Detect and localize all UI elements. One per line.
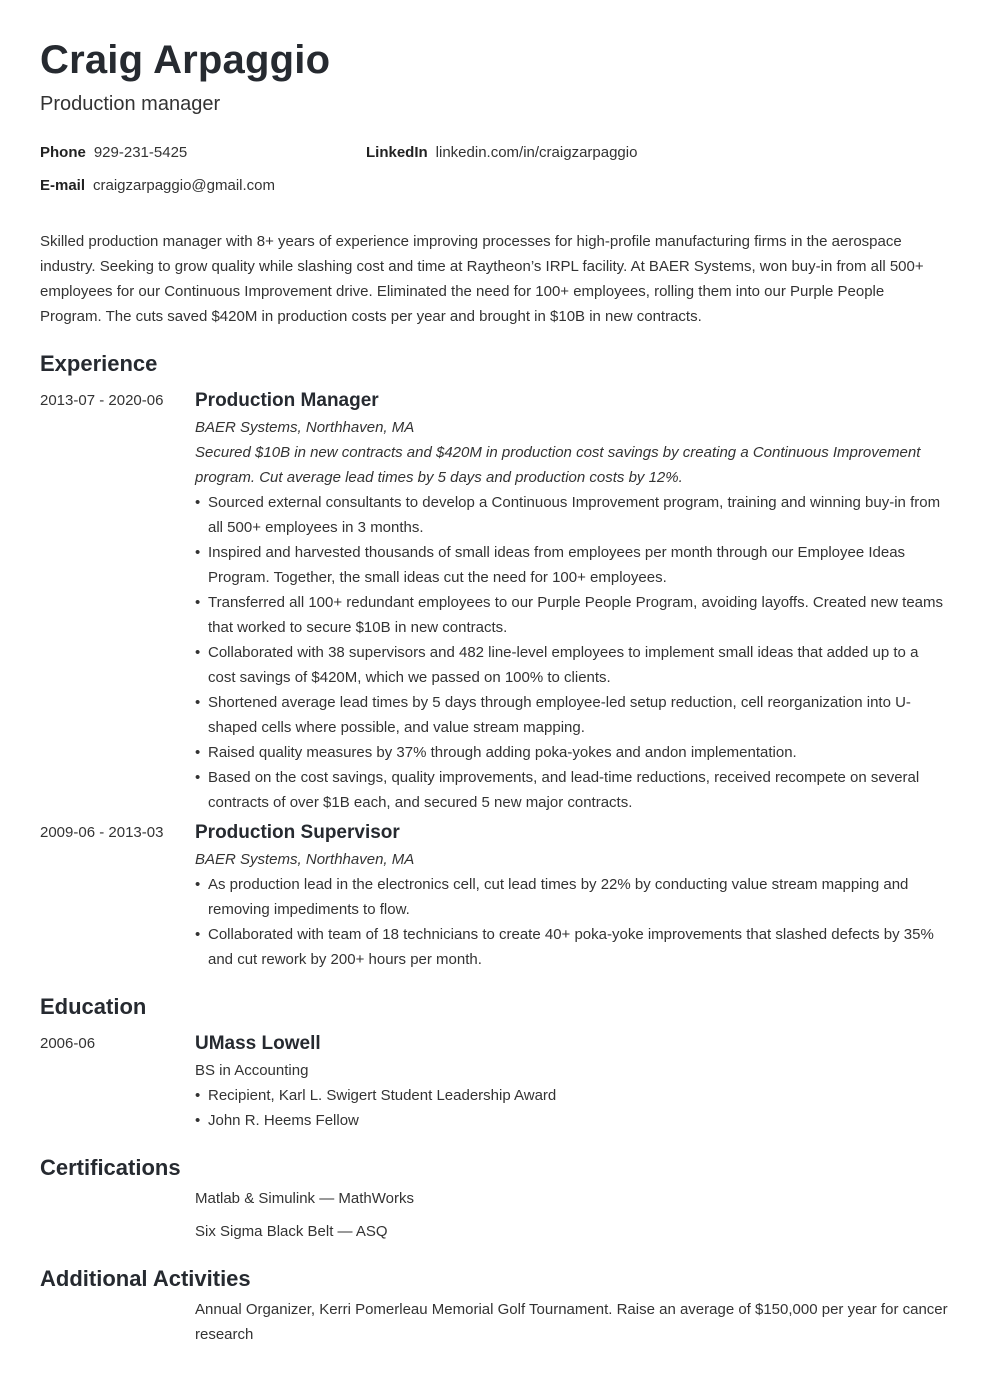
certification-item: Matlab & Simulink — MathWorks [195, 1190, 414, 1207]
education-honors [195, 1083, 950, 1133]
section-title-certifications: Certifications [40, 1155, 181, 1180]
section-title-activities: Additional Activities [40, 1266, 251, 1291]
phone-label: Phone [40, 144, 86, 161]
school-name: UMass Lowell [195, 1033, 321, 1054]
list-item: • Collaborated with 38 supervisors and 482 line-level employees to implement small ideas that added up to a cost savings of $420M, which we passed on 100% to clients. [195, 640, 950, 690]
contact-linkedin [366, 143, 637, 163]
contact-email [40, 176, 275, 196]
section-title-education: Education [40, 994, 147, 1019]
job-entry [40, 819, 950, 972]
linkedin-value: linkedin.com/in/craigzarpaggio [435, 144, 638, 161]
candidate-name: Craig Arpaggio [40, 38, 331, 82]
email-value: craigzarpaggio@gmail.com [93, 177, 275, 194]
phone-value: 929-231-5425 [93, 144, 188, 161]
resume-page [40, 36, 950, 1347]
list-item: • Collaborated with team of 18 technicians to create 40+ poka-yoke improvements that slashed defects by 35% and cut rework by 200+ hours per month. [195, 922, 950, 972]
section-title-experience: Experience [40, 351, 158, 376]
list-item: • Recipient, Karl L. Swigert Student Leadership Award [195, 1083, 950, 1108]
candidate-role: Production manager [40, 93, 221, 115]
job-company: BAER Systems, Northhaven, MA [195, 419, 415, 436]
contact-phone [40, 143, 187, 163]
education-entry [40, 1030, 950, 1133]
activities-list [195, 1297, 950, 1347]
job-dates: 2009-06 - 2013-03 [40, 824, 164, 841]
linkedin-label: LinkedIn [366, 144, 428, 161]
list-item: • As production lead in the electronics cell, cut lead times by 22% by conducting value stream mapping and removing impediments to flow. [195, 872, 950, 922]
list-item: • Inspired and harvested thousands of small ideas from employees per month through our Employee Ideas Program. Together, the small ideas cut the need for 100+ employees. [195, 540, 950, 590]
job-title: Production Supervisor [195, 822, 400, 843]
list-item: • Sourced external consultants to develop a Continuous Improvement program, training and winning buy-in from all 500+ employees in 3 months. [195, 490, 950, 540]
job-entry [40, 387, 950, 815]
certification-item: Six Sigma Black Belt — ASQ [195, 1223, 388, 1240]
job-achievements [195, 872, 950, 972]
activity-item: Annual Organizer, Kerri Pomerleau Memorial Golf Tournament. Raise an average of $150,000 per year for cancer research [195, 1301, 948, 1343]
list-item: • Raised quality measures by 37% through adding poka-yokes and andon implementation. [195, 740, 950, 765]
profile-summary: Skilled production manager with 8+ years of experience improving processes for high-profile manufacturing firms in the aerospace industry. Seeking to grow quality while slashing cost and time at Raytheon’s IRPL facility. At BAER Systems, won buy-in from all 500+ employees for our Continuous Improvement drive. Eliminated the need for 100+ employees, rolling them into our Purple People Program. The cuts saved $420M in production costs per year and brought in $10B in new contracts. [40, 233, 924, 325]
email-label: E-mail [40, 177, 86, 194]
degree: BS in Accounting [195, 1062, 309, 1079]
contact-info [40, 138, 950, 204]
education-date: 2006-06 [40, 1035, 96, 1052]
job-title: Production Manager [195, 390, 379, 411]
job-dates: 2013-07 - 2020-06 [40, 392, 164, 409]
list-item: • Based on the cost savings, quality improvements, and lead-time reductions, received recompete on several contracts of over $1B each, and secured 5 new major contracts. [195, 765, 950, 815]
list-item: • Transferred all 100+ redundant employees to our Purple People Program, avoiding layoffs. Created new teams that worked to secure $10B in new contracts. [195, 590, 950, 640]
list-item: • John R. Heems Fellow [195, 1108, 950, 1133]
list-item: • Shortened average lead times by 5 days through employee-led setup reduction, cell reorganization into U-shaped cells where possible, and value stream mapping. [195, 690, 950, 740]
certification-list [195, 1186, 950, 1244]
job-company: BAER Systems, Northhaven, MA [195, 851, 415, 868]
job-summary: Secured $10B in new contracts and $420M in production cost savings by creating a Continuous Improvement program. Cut average lead times by 5 days and production costs by 12%. [195, 444, 921, 486]
job-achievements [195, 490, 950, 815]
